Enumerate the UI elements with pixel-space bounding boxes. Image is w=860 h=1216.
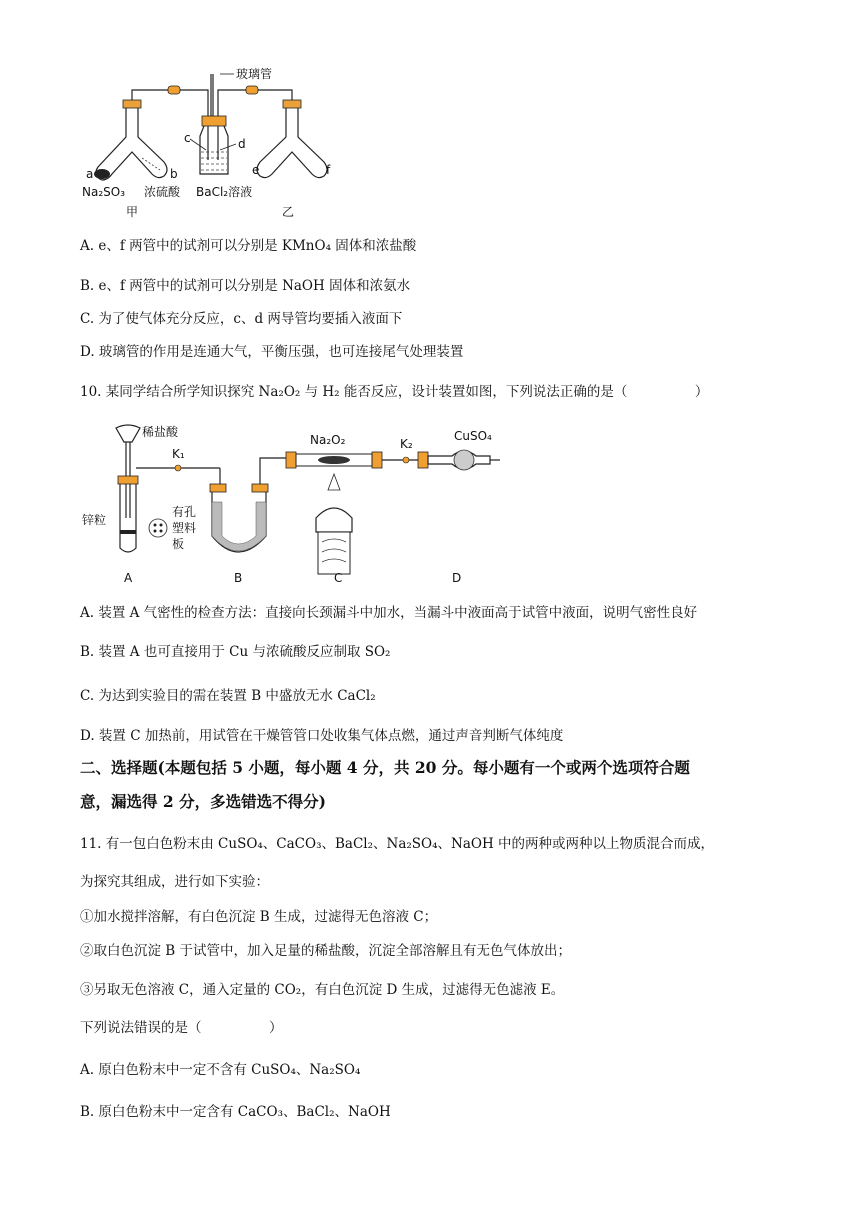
q9-option-c: C. 为了使气体充分反应，c、d 两导管均要插入液面下 [80,311,403,327]
label-a: a [86,167,94,181]
section-2-title-line-1: 二、选择题(本题包括 5 小题，每小题 4 分，共 20 分。每小题有一个或两个选项符合题 [80,758,690,777]
label-b: b [170,167,178,181]
label-device-d: D [452,571,462,585]
q10-option-b: B. 装置 A 也可直接用于 Cu 与浓硫酸反应制取 SO₂ [80,644,391,660]
label-na2so3: Na₂SO₃ [82,185,126,199]
label-jia: 甲 [126,205,139,219]
label-yi: 乙 [282,205,295,219]
q9-option-b: B. e、f 两管中的试剂可以分别是 NaOH 固体和浓氨水 [80,278,411,294]
q11-stem-1: 11. 有一包白色粉末由 CuSO₄、CaCO₃、BaCl₂、Na₂SO₄、NaOH 中的两种或两种以上物质混合而成， [80,836,715,852]
apparatus-figure-1 [78,62,338,222]
q11-step-3: ③另取无色溶液 C，通入定量的 CO₂，有白色沉淀 D 生成，过滤得无色滤液 E。 [80,982,565,998]
label-plate-2: 塑料 [172,521,197,535]
label-device-b: B [234,571,243,585]
device-c [286,452,382,574]
label-f: f [326,163,331,177]
label-device-c: C [334,571,343,585]
section-2-title-line-2: 意，漏选得 2 分，多选错选不得分) [80,792,326,811]
q11-option-b: B. 原白色粉末中一定含有 CaCO₃、BaCl₂、NaOH [80,1104,391,1120]
q11-step-1: ①加水搅拌溶解，有白色沉淀 B 生成，过滤得无色溶液 C； [80,909,438,925]
q11-stem-2: 为探究其组成，进行如下实验： [80,874,269,890]
q11-step-2: ②取白色沉淀 B 于试管中，加入足量的稀盐酸，沉淀全部溶解且有无色气体放出； [80,943,572,959]
y-tube-yi [257,100,327,178]
label-d: d [238,137,246,151]
label-zinc: 锌粒 [82,513,107,527]
q9-option-d: D. 玻璃管的作用是连通大气，平衡压强，也可连接尾气处理装置 [80,344,464,360]
apparatus-figure-2 [80,418,520,590]
q11-question: 下列说法错误的是（ ） [80,1020,283,1036]
label-na2o2: Na₂O₂ [310,433,346,447]
label-conc-h2so4: 浓硫酸 [144,185,181,199]
q10-stem: 10. 某同学结合所学知识探究 Na₂O₂ 与 H₂ 能否反应，设计装置如图，下列说法正确的是（ ） [80,384,709,400]
label-glass-tube: 玻璃管 [236,67,273,81]
q11-option-a: A. 原白色粉末中一定不含有 CuSO₄、Na₂SO₄ [80,1062,361,1078]
q9-option-a: A. e、f 两管中的试剂可以分别是 KMnO₄ 固体和浓盐酸 [80,238,417,254]
q10-option-a: A. 装置 A 气密性的检查方法：直接向长颈漏斗中加水，当漏斗中液面高于试管中液面，说明气密性良好 [80,605,698,621]
label-device-a: A [124,571,133,585]
label-dilute-hcl: 稀盐酸 [142,425,179,439]
label-e: e [252,163,260,177]
label-bacl2-solution: BaCl₂溶液 [196,185,253,199]
device-b [210,458,286,552]
q10-option-d: D. 装置 C 加热前，用试管在干燥管管口处收集气体点燃，通过声音判断气体纯度 [80,728,564,744]
device-d [382,450,500,470]
device-a [116,425,220,552]
y-tube-jia [94,100,167,180]
label-c: c [184,131,191,145]
q10-option-c: C. 为达到实验目的需在装置 B 中盛放无水 CaCl₂ [80,688,376,704]
label-plate-1: 有孔 [172,505,197,519]
label-plate-3: 板 [172,537,185,551]
bacl2-bottle [200,116,228,174]
label-k2: K₂ [400,437,413,451]
label-k1: K₁ [172,447,185,461]
label-cuso4: CuSO₄ [454,429,492,443]
